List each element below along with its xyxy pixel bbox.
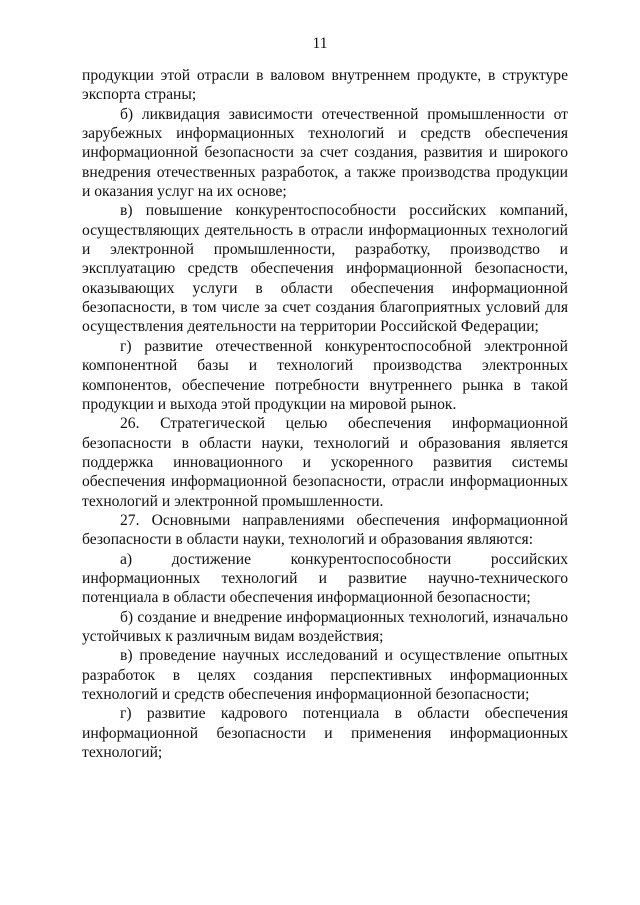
- document-body: [82, 66, 568, 762]
- paragraph-item-b-technologies: б) создание и внедрение информационных технологий, изначально устойчивых к различным видам воздействия;: [82, 608, 568, 645]
- paragraph-continuation: продукции этой отрасли в валовом внутреннем продукте, в структуре экспорта страны;: [82, 67, 568, 104]
- paragraph-item-b-dependency: б) ликвидация зависимости отечественной промышленности от зарубежных информационных технологий и средств обеспечения информационной безопасности за счет создания, развития и широкого внедрения отечественных разработок, а также производства продукции и оказания услуг на их основе;: [82, 105, 568, 201]
- paragraph-27-main-directions: 27. Основными направлениями обеспечения информационной безопасности в области науки, технологий и образования являются:: [82, 511, 568, 549]
- paragraph-item-a-competitiveness: а) достижение конкурентоспособности российских информационных технологий и развитие научно-технического потенциала в области обеспечения информационной безопасности;: [82, 550, 568, 607]
- paragraph-item-v-competitiveness: в) повышение конкурентоспособности российских компаний, осуществляющих деятельность в отрасли информационных технологий и электронной промышленности, разработку, производство и эксплуатацию средств обеспечения информационной безопасности, оказывающих услуги в области обеспечения информационной безопасности, в том числе за счет создания благоприятных условий для осуществления деятельности на территории Российской Федерации;: [82, 202, 568, 336]
- page-number: 11: [312, 35, 328, 52]
- paragraph-26-strategic-goal: 26. Стратегической целью обеспечения информационной безопасности в области науки, технологий и образования является поддержка инновационного и ускоренного развития системы обеспечения информационной безопасности, отрасли информационных технологий и электронной промышленности.: [82, 415, 568, 510]
- paragraph-item-g-electronic-components: г) развитие отечественной конкурентоспособной электронной компонентной базы и технологий производства электронных компонентов, обеспечение потребности внутреннего рынка в такой продукции и выхода этой продукции на мировой рынок.: [82, 337, 568, 413]
- paragraph-item-v-research: в) проведение научных исследований и осуществление опытных разработок в целях создания перспективных информационных технологий и средств обеспечения информационной безопасности;: [82, 647, 568, 703]
- paragraph-item-g-personnel: г) развитие кадрового потенциала в области обеспечения информационной безопасности и применения информационных технологий;: [82, 705, 568, 762]
